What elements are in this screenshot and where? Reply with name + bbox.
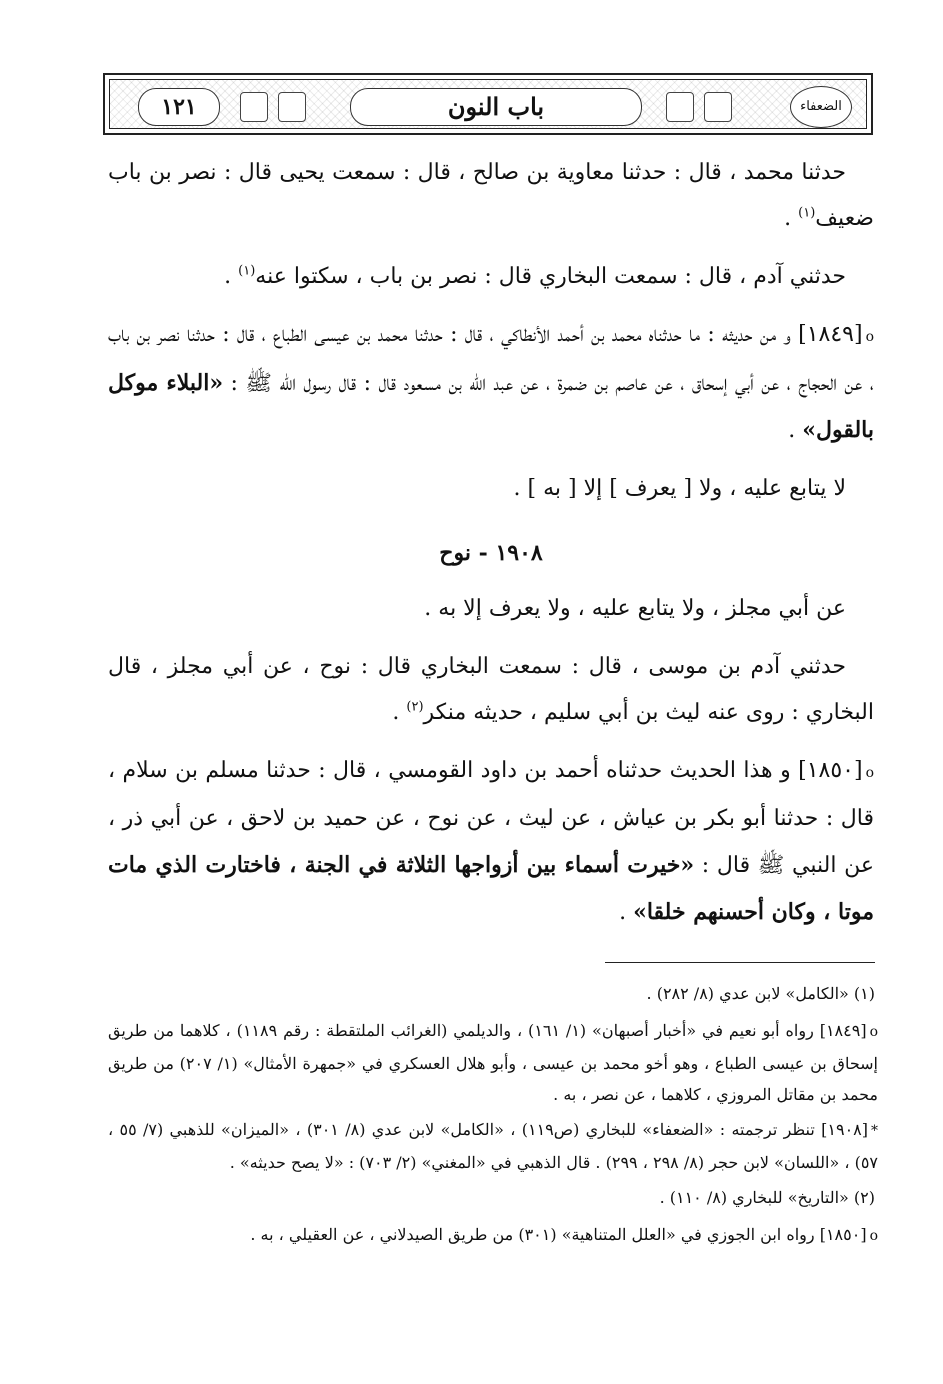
footnote-divider xyxy=(605,962,875,963)
footnote-text: [١٨٥٠] رواه ابن الجوزي في «العلل المتناهية» (٣٠١) من طريق الصيدلاني ، عن العقيلي ، به . xyxy=(250,1225,867,1244)
footnote-text: [١٩٠٨] تنظر ترجمته : «الضعفاء» للبخاري (ص١١٩) ، «الكامل» لابن عدي (٨/ ٣٠١) ، «الميزان» للذهبي (٧/ ٥٥ ، ٥٧) ، «اللسان» لابن حجر (٨/ ٢٩٨ ، ٢٩٩) . قال الذهبي في «المغني» (٢/ ٧٠٣) : «لا يصح حديثه» . xyxy=(108,1120,878,1172)
footnote xyxy=(108,1114,878,1178)
footnote-ref: (٢) xyxy=(406,699,424,715)
entry-heading: ١٩٠٨ - نوح xyxy=(439,540,543,566)
paragraph-text: حدثنا محمد ، قال : حدثنا معاوية بن صالح ، قال : سمعت يحيى قال : نصر بن باب ضعيف xyxy=(108,160,874,231)
footnote xyxy=(108,1182,878,1215)
page-number: ١٢١ xyxy=(138,88,220,126)
footnote-text: [١٨٤٩] رواه أبو نعيم في «أخبار أصبهان» (١/ ١٦١) ، والديلمي (الغرائب الملتقطة : رقم ١١٨٩) ، كلاهما من طريق إسحاق بن عيسى الطباع ، وهو أخو محمد بن عيسى ، وأبو هلال العسكري في «جمهرة الأمثال» (١/ ٢٠٧) من طريق محمد بن مقاتل المروزي ، كلاهما ، عن نصر ، به . xyxy=(108,1021,879,1104)
footnote xyxy=(108,1015,878,1110)
hadith-matn: «البلاء موكل بالقول» xyxy=(108,370,874,443)
footnote-marker: o xyxy=(869,1228,878,1244)
footnote xyxy=(108,1219,878,1252)
paragraph xyxy=(108,466,874,512)
ornament-icon xyxy=(704,92,732,122)
main-text xyxy=(108,150,874,948)
footnote-ref: (١) xyxy=(238,263,256,279)
footnote xyxy=(108,978,878,1011)
footnote-ref: (١) xyxy=(798,205,816,221)
paragraph xyxy=(108,586,874,632)
hadith-matn: «خيرت أسماء بين أزواجها الثلاثة في الجنة ، فاختارت الذي مات موتا ، وكان أحسنهم خلقا» xyxy=(108,852,874,925)
hadith-marker-icon: o xyxy=(865,765,874,781)
page-header xyxy=(103,73,873,135)
paragraph-tail: . xyxy=(392,700,407,725)
paragraph-tail: . xyxy=(788,418,803,443)
footnote-marker: * xyxy=(871,1123,879,1139)
book-logo: الضعفاء xyxy=(790,86,852,128)
hadith-paragraph xyxy=(108,312,874,454)
hadith-marker-icon: o xyxy=(865,329,874,345)
paragraph-text: حدثني آدم ، قال : سمعت البخاري قال : نصر بن باب ، سكتوا عنه xyxy=(255,264,846,289)
footnote-text: (١) «الكامل» لابن عدي (٨/ ٢٨٢) . xyxy=(646,984,875,1003)
paragraph-text: [١٨٥٠] و هذا الحديث حدثناه أحمد بن داود القومسي ، قال : حدثنا مسلم بن سلام ، قال : حدثنا أبو بكر بن عياش ، عن ليث ، عن نوح ، عن حميد بن لاحق ، عن أبي ذر ، عن النبي ﷺ قال : xyxy=(108,758,874,878)
paragraph xyxy=(108,150,874,242)
paragraph-text: حدثني آدم بن موسى ، قال : سمعت البخاري قال : نوح ، عن أبي مجلز ، قال البخاري : روى عنه ليث بن أبي سليم ، حديثه منكر xyxy=(108,654,874,725)
paragraph-text: عن أبي مجلز ، ولا يتابع عليه ، ولا يعرف إلا به . xyxy=(424,596,846,621)
paragraph-tail: . xyxy=(619,900,634,925)
paragraph-text: لا يتابع عليه ، ولا [ يعرف ] إلا [ به ] . xyxy=(513,476,846,501)
paragraph-tail: . xyxy=(784,206,799,231)
paragraph-text: [١٨٤٩] و من حديثه : ما حدثناه محمد بن أحمد الأنطاكي ، قال : حدثنا محمد بن عيسى الطباع ، قال : حدثنا نصر بن باب ، عن الحجاج ، عن أبي إسحاق ، عن عاصم بن ضمرة ، عن عبد الله بن مسعود قال : قال رسول الله ﷺ : xyxy=(108,322,874,396)
paragraph xyxy=(108,254,874,300)
hadith-paragraph xyxy=(108,748,874,936)
header-ornament-band xyxy=(109,79,867,129)
footnote-marker: o xyxy=(869,1024,878,1040)
ornament-icon xyxy=(666,92,694,122)
paragraph xyxy=(108,644,874,736)
footnote-text: (٢) «التاريخ» للبخاري (٨/ ١١٠) . xyxy=(659,1188,875,1207)
ornament-icon xyxy=(278,92,306,122)
ornament-icon xyxy=(240,92,268,122)
chapter-title: باب النون xyxy=(350,88,642,126)
paragraph-tail: . xyxy=(224,264,239,289)
footnotes xyxy=(108,978,878,1256)
